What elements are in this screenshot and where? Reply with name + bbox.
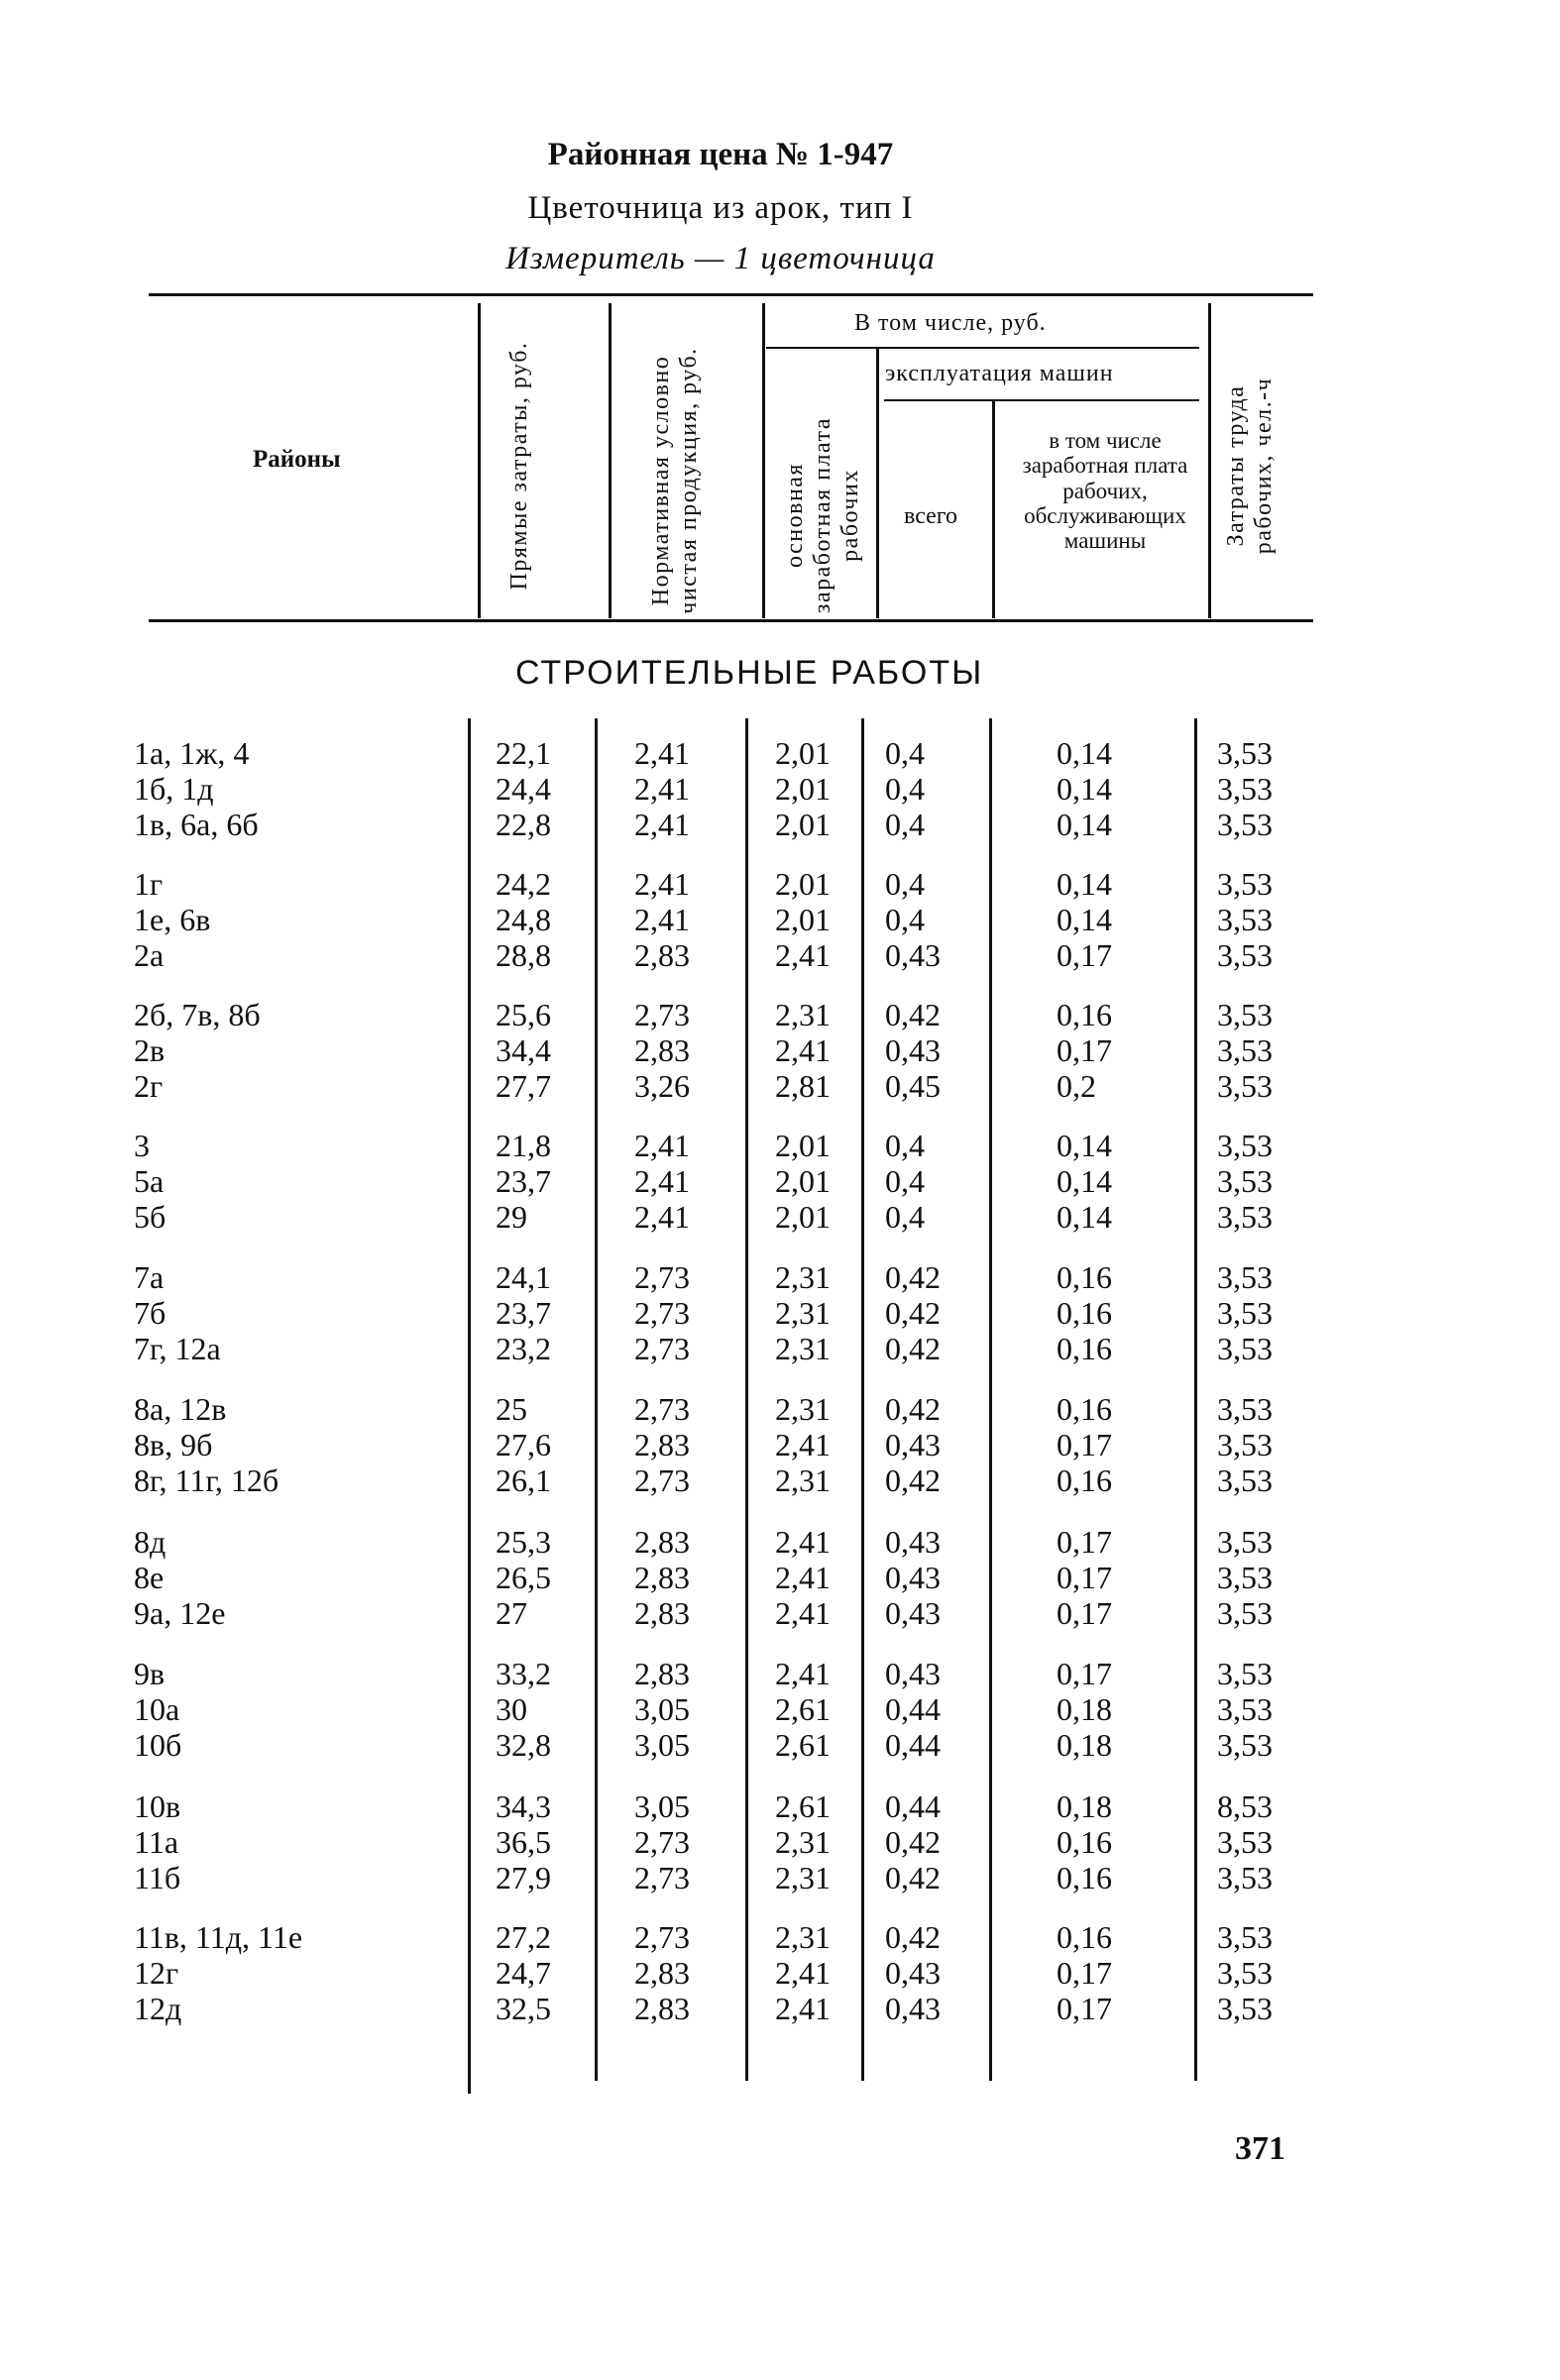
labor-cell: 3,53 xyxy=(1217,1656,1273,1691)
direct-costs-cell: 24,2 xyxy=(496,866,551,902)
page-title: Районная цена № 1-947 xyxy=(547,137,894,172)
machine-total-cell: 0,43 xyxy=(885,937,941,973)
header-machine-total: всего xyxy=(904,503,958,529)
machine-total-cell: 0,42 xyxy=(885,1860,941,1895)
header-incl-group: В том числе, руб. xyxy=(854,310,1047,336)
page-subtitle: Цветочница из арок, тип I xyxy=(527,190,914,226)
base-wage-cell: 2,31 xyxy=(775,1295,831,1331)
machine-wage-cell: 0,16 xyxy=(1057,1860,1112,1895)
normative-net-cell: 2,41 xyxy=(634,807,690,842)
machine-wage-cell: 0,16 xyxy=(1057,1391,1112,1427)
base-wage-cell: 2,31 xyxy=(775,1462,831,1498)
labor-cell: 3,53 xyxy=(1217,1991,1273,2026)
table-row xyxy=(0,807,1560,842)
direct-costs-cell: 30 xyxy=(496,1691,527,1727)
normative-net-cell: 3,26 xyxy=(634,1068,690,1104)
direct-costs-cell: 24,7 xyxy=(496,1955,551,1991)
machine-total-cell: 0,43 xyxy=(885,1955,941,1991)
district-cell: 1в, 6а, 6б xyxy=(134,807,259,842)
base-wage-cell: 2,01 xyxy=(775,807,831,842)
normative-net-cell: 2,41 xyxy=(634,1128,690,1163)
labor-cell: 3,53 xyxy=(1217,937,1273,973)
district-cell: 8е xyxy=(134,1560,165,1595)
machine-wage-cell: 0,16 xyxy=(1057,1919,1112,1955)
labor-cell: 3,53 xyxy=(1217,1391,1273,1427)
machine-total-cell: 0,4 xyxy=(885,1128,925,1163)
normative-net-cell: 2,83 xyxy=(634,1032,690,1068)
district-cell: 1б, 1д xyxy=(134,771,214,807)
table-row xyxy=(0,997,1560,1032)
labor-cell: 3,53 xyxy=(1217,1860,1273,1895)
labor-cell: 3,53 xyxy=(1217,1824,1273,1860)
header-normative-net: Нормативная условно чистая продукция, руб. xyxy=(648,347,702,614)
machine-total-cell: 0,43 xyxy=(885,1595,941,1631)
normative-net-cell: 2,41 xyxy=(634,902,690,937)
machine-total-cell: 0,42 xyxy=(885,1919,941,1955)
district-cell: 2в xyxy=(134,1032,166,1068)
machine-total-cell: 0,4 xyxy=(885,1163,925,1199)
table-row xyxy=(0,1032,1560,1068)
page-number: 371 xyxy=(1235,2130,1285,2167)
base-wage-cell: 2,61 xyxy=(775,1691,831,1727)
base-wage-cell: 2,31 xyxy=(775,1391,831,1427)
header-machine-group: эксплуатация машин xyxy=(885,361,1114,386)
incl-group-rule xyxy=(766,347,1199,349)
direct-costs-cell: 34,3 xyxy=(496,1788,551,1824)
header-col-divider xyxy=(762,303,765,618)
base-wage-cell: 2,31 xyxy=(775,1331,831,1366)
base-wage-cell: 2,41 xyxy=(775,1991,831,2026)
machine-wage-cell: 0,16 xyxy=(1057,1462,1112,1498)
section-title: СТРОИТЕЛЬНЫЕ РАБОТЫ xyxy=(515,654,984,692)
machine-wage-cell: 0,16 xyxy=(1057,1824,1112,1860)
machine-total-cell: 0,4 xyxy=(885,735,925,771)
table-row xyxy=(0,1991,1560,2026)
normative-net-cell: 2,73 xyxy=(634,1860,690,1895)
district-cell: 7б xyxy=(134,1295,167,1331)
district-cell: 7а xyxy=(134,1259,165,1295)
table-top-rule xyxy=(149,293,1313,296)
labor-cell: 3,53 xyxy=(1217,1199,1273,1235)
header-col-divider xyxy=(992,401,995,618)
table-row xyxy=(0,1462,1560,1498)
machine-wage-cell: 0,16 xyxy=(1057,1331,1112,1366)
district-cell: 8а, 12в xyxy=(134,1391,227,1427)
machine-wage-cell: 0,14 xyxy=(1057,1199,1112,1235)
direct-costs-cell: 32,5 xyxy=(496,1991,551,2026)
labor-cell: 3,53 xyxy=(1217,997,1273,1032)
labor-cell: 3,53 xyxy=(1217,1462,1273,1498)
labor-cell: 3,53 xyxy=(1217,1295,1273,1331)
labor-cell: 3,53 xyxy=(1217,1331,1273,1366)
direct-costs-cell: 24,8 xyxy=(496,902,551,937)
header-col-divider xyxy=(876,349,879,618)
labor-cell: 3,53 xyxy=(1217,807,1273,842)
table-row xyxy=(0,735,1560,771)
labor-cell: 3,53 xyxy=(1217,866,1273,902)
district-cell: 11в, 11д, 11е xyxy=(134,1919,303,1955)
machine-wage-cell: 0,14 xyxy=(1057,771,1112,807)
district-cell: 2б, 7в, 8б xyxy=(134,997,261,1032)
district-cell: 10а xyxy=(134,1691,180,1727)
base-wage-cell: 2,41 xyxy=(775,1032,831,1068)
district-cell: 8в, 9б xyxy=(134,1427,213,1462)
machine-total-cell: 0,43 xyxy=(885,1560,941,1595)
direct-costs-cell: 27,2 xyxy=(496,1919,551,1955)
district-cell: 5б xyxy=(134,1199,167,1235)
table-row xyxy=(0,1427,1560,1462)
normative-net-cell: 2,83 xyxy=(634,1991,690,2026)
district-cell: 5а xyxy=(134,1163,165,1199)
normative-net-cell: 3,05 xyxy=(634,1788,690,1824)
labor-cell: 8,53 xyxy=(1217,1788,1273,1824)
normative-net-cell: 2,83 xyxy=(634,937,690,973)
base-wage-cell: 2,41 xyxy=(775,1427,831,1462)
direct-costs-cell: 24,4 xyxy=(496,771,551,807)
base-wage-cell: 2,41 xyxy=(775,937,831,973)
normative-net-cell: 2,83 xyxy=(634,1560,690,1595)
row-group xyxy=(0,1259,1560,1366)
normative-net-cell: 2,73 xyxy=(634,1824,690,1860)
table-row xyxy=(0,1331,1560,1366)
table-row xyxy=(0,1199,1560,1235)
normative-net-cell: 2,73 xyxy=(634,1919,690,1955)
machine-total-cell: 0,4 xyxy=(885,1199,925,1235)
machine-total-cell: 0,4 xyxy=(885,771,925,807)
machine-wage-cell: 0,14 xyxy=(1057,902,1112,937)
row-group xyxy=(0,735,1560,842)
machine-wage-cell: 0,14 xyxy=(1057,1128,1112,1163)
machine-total-cell: 0,42 xyxy=(885,997,941,1032)
direct-costs-cell: 34,4 xyxy=(496,1032,551,1068)
normative-net-cell: 2,83 xyxy=(634,1955,690,1991)
table-row xyxy=(0,937,1560,973)
district-cell: 1а, 1ж, 4 xyxy=(134,735,250,771)
direct-costs-cell: 26,5 xyxy=(496,1560,551,1595)
machine-total-cell: 0,42 xyxy=(885,1462,941,1498)
labor-cell: 3,53 xyxy=(1217,1691,1273,1727)
normative-net-cell: 2,73 xyxy=(634,997,690,1032)
table-row xyxy=(0,1727,1560,1763)
normative-net-cell: 2,83 xyxy=(634,1595,690,1631)
machine-wage-cell: 0,17 xyxy=(1057,1560,1112,1595)
machine-wage-cell: 0,17 xyxy=(1057,1032,1112,1068)
base-wage-cell: 2,61 xyxy=(775,1788,831,1824)
district-cell: 8д xyxy=(134,1524,167,1560)
row-group xyxy=(0,866,1560,973)
direct-costs-cell: 27,9 xyxy=(496,1860,551,1895)
row-group xyxy=(0,1788,1560,1895)
header-col-divider xyxy=(609,303,612,618)
header-base-wage: основная заработная плата рабочих xyxy=(782,417,863,613)
table-row xyxy=(0,771,1560,807)
machine-total-cell: 0,43 xyxy=(885,1991,941,2026)
base-wage-cell: 2,01 xyxy=(775,866,831,902)
labor-cell: 3,53 xyxy=(1217,1727,1273,1763)
machine-wage-cell: 0,18 xyxy=(1057,1691,1112,1727)
header-districts: Районы xyxy=(253,446,341,473)
machine-group-rule xyxy=(884,399,1199,401)
direct-costs-cell: 29 xyxy=(496,1199,527,1235)
machine-wage-cell: 0,14 xyxy=(1057,807,1112,842)
machine-total-cell: 0,42 xyxy=(885,1295,941,1331)
machine-wage-cell: 0,16 xyxy=(1057,997,1112,1032)
row-group xyxy=(0,1919,1560,2026)
base-wage-cell: 2,01 xyxy=(775,735,831,771)
machine-wage-cell: 0,17 xyxy=(1057,1656,1112,1691)
labor-cell: 3,53 xyxy=(1217,735,1273,771)
table-row xyxy=(0,1295,1560,1331)
normative-net-cell: 2,73 xyxy=(634,1462,690,1498)
district-cell: 9в xyxy=(134,1656,166,1691)
district-cell: 8г, 11г, 12б xyxy=(134,1462,279,1498)
base-wage-cell: 2,31 xyxy=(775,997,831,1032)
base-wage-cell: 2,31 xyxy=(775,1860,831,1895)
table-row xyxy=(0,1595,1560,1631)
base-wage-cell: 2,41 xyxy=(775,1955,831,1991)
machine-total-cell: 0,42 xyxy=(885,1331,941,1366)
header-col-divider xyxy=(478,303,481,618)
machine-total-cell: 0,44 xyxy=(885,1727,941,1763)
machine-total-cell: 0,43 xyxy=(885,1427,941,1462)
table-row xyxy=(0,1656,1560,1691)
normative-net-cell: 2,73 xyxy=(634,1259,690,1295)
normative-net-cell: 2,41 xyxy=(634,735,690,771)
machine-total-cell: 0,4 xyxy=(885,902,925,937)
normative-net-cell: 2,41 xyxy=(634,1163,690,1199)
base-wage-cell: 2,31 xyxy=(775,1919,831,1955)
direct-costs-cell: 27 xyxy=(496,1595,527,1631)
labor-cell: 3,53 xyxy=(1217,1163,1273,1199)
district-cell: 12г xyxy=(134,1955,179,1991)
base-wage-cell: 2,41 xyxy=(775,1524,831,1560)
district-cell: 2а xyxy=(134,937,165,973)
district-cell: 10б xyxy=(134,1727,182,1763)
direct-costs-cell: 25,6 xyxy=(496,997,551,1032)
direct-costs-cell: 36,5 xyxy=(496,1824,551,1860)
base-wage-cell: 2,61 xyxy=(775,1727,831,1763)
base-wage-cell: 2,41 xyxy=(775,1560,831,1595)
direct-costs-cell: 25,3 xyxy=(496,1524,551,1560)
table-row xyxy=(0,1259,1560,1295)
table-row xyxy=(0,902,1560,937)
table-row xyxy=(0,1824,1560,1860)
machine-wage-cell: 0,17 xyxy=(1057,1595,1112,1631)
district-cell: 3 xyxy=(134,1128,150,1163)
normative-net-cell: 2,73 xyxy=(634,1391,690,1427)
row-group xyxy=(0,1656,1560,1763)
machine-wage-cell: 0,16 xyxy=(1057,1259,1112,1295)
normative-net-cell: 2,41 xyxy=(634,771,690,807)
machine-total-cell: 0,42 xyxy=(885,1259,941,1295)
row-group xyxy=(0,1524,1560,1631)
measure-unit: Измеритель — 1 цветочница xyxy=(505,241,936,276)
machine-wage-cell: 0,14 xyxy=(1057,735,1112,771)
machine-wage-cell: 0,18 xyxy=(1057,1788,1112,1824)
direct-costs-cell: 22,8 xyxy=(496,807,551,842)
direct-costs-cell: 25 xyxy=(496,1391,527,1427)
machine-wage-cell: 0,17 xyxy=(1057,1955,1112,1991)
machine-total-cell: 0,44 xyxy=(885,1788,941,1824)
base-wage-cell: 2,31 xyxy=(775,1259,831,1295)
direct-costs-cell: 21,8 xyxy=(496,1128,551,1163)
machine-total-cell: 0,43 xyxy=(885,1524,941,1560)
header-col-divider xyxy=(1208,303,1211,618)
normative-net-cell: 2,41 xyxy=(634,1199,690,1235)
normative-net-cell: 2,73 xyxy=(634,1295,690,1331)
labor-cell: 3,53 xyxy=(1217,1128,1273,1163)
district-cell: 11б xyxy=(134,1860,181,1895)
normative-net-cell: 2,83 xyxy=(634,1524,690,1560)
machine-wage-cell: 0,17 xyxy=(1057,1524,1112,1560)
table-row xyxy=(0,1860,1560,1895)
normative-net-cell: 2,73 xyxy=(634,1331,690,1366)
district-cell: 2г xyxy=(134,1068,164,1104)
direct-costs-cell: 32,8 xyxy=(496,1727,551,1763)
district-cell: 10в xyxy=(134,1788,181,1824)
direct-costs-cell: 27,7 xyxy=(496,1068,551,1104)
row-group xyxy=(0,997,1560,1104)
table-row xyxy=(0,1955,1560,1991)
labor-cell: 3,53 xyxy=(1217,1595,1273,1631)
district-cell: 7г, 12а xyxy=(134,1331,221,1366)
machine-wage-cell: 0,2 xyxy=(1057,1068,1096,1104)
direct-costs-cell: 33,2 xyxy=(496,1656,551,1691)
machine-total-cell: 0,42 xyxy=(885,1391,941,1427)
machine-wage-cell: 0,14 xyxy=(1057,866,1112,902)
base-wage-cell: 2,01 xyxy=(775,1128,831,1163)
header-machine-wage: в том числе заработная плата рабочих, обслуживающих машины xyxy=(1022,428,1188,554)
base-wage-cell: 2,01 xyxy=(775,1199,831,1235)
base-wage-cell: 2,01 xyxy=(775,771,831,807)
direct-costs-cell: 23,2 xyxy=(496,1331,551,1366)
labor-cell: 3,53 xyxy=(1217,1524,1273,1560)
machine-wage-cell: 0,16 xyxy=(1057,1295,1112,1331)
machine-wage-cell: 0,14 xyxy=(1057,1163,1112,1199)
district-cell: 1е, 6в xyxy=(134,902,211,937)
labor-cell: 3,53 xyxy=(1217,1259,1273,1295)
labor-cell: 3,53 xyxy=(1217,1955,1273,1991)
direct-costs-cell: 28,8 xyxy=(496,937,551,973)
district-cell: 1г xyxy=(134,866,164,902)
normative-net-cell: 2,83 xyxy=(634,1427,690,1462)
header-labor: Затраты труда рабочих, чел.-ч xyxy=(1223,377,1277,555)
machine-total-cell: 0,45 xyxy=(885,1068,941,1104)
machine-total-cell: 0,4 xyxy=(885,807,925,842)
table-row xyxy=(0,1524,1560,1560)
base-wage-cell: 2,81 xyxy=(775,1068,831,1104)
base-wage-cell: 2,01 xyxy=(775,1163,831,1199)
labor-cell: 3,53 xyxy=(1217,1068,1273,1104)
normative-net-cell: 2,41 xyxy=(634,866,690,902)
table-row xyxy=(0,1163,1560,1199)
base-wage-cell: 2,01 xyxy=(775,902,831,937)
table-row xyxy=(0,866,1560,902)
base-wage-cell: 2,31 xyxy=(775,1824,831,1860)
labor-cell: 3,53 xyxy=(1217,771,1273,807)
row-group xyxy=(0,1391,1560,1498)
district-cell: 11а xyxy=(134,1824,179,1860)
table-row xyxy=(0,1560,1560,1595)
table-row xyxy=(0,1128,1560,1163)
machine-wage-cell: 0,17 xyxy=(1057,1991,1112,2026)
direct-costs-cell: 23,7 xyxy=(496,1295,551,1331)
normative-net-cell: 3,05 xyxy=(634,1727,690,1763)
direct-costs-cell: 27,6 xyxy=(496,1427,551,1462)
machine-wage-cell: 0,17 xyxy=(1057,937,1112,973)
table-row xyxy=(0,1788,1560,1824)
normative-net-cell: 3,05 xyxy=(634,1691,690,1727)
labor-cell: 3,53 xyxy=(1217,902,1273,937)
row-group xyxy=(0,1128,1560,1235)
direct-costs-cell: 24,1 xyxy=(496,1259,551,1295)
table-row xyxy=(0,1391,1560,1427)
machine-total-cell: 0,4 xyxy=(885,866,925,902)
direct-costs-cell: 22,1 xyxy=(496,735,551,771)
labor-cell: 3,53 xyxy=(1217,1427,1273,1462)
header-direct-costs: Прямые затраты, руб. xyxy=(506,341,532,591)
base-wage-cell: 2,41 xyxy=(775,1595,831,1631)
labor-cell: 3,53 xyxy=(1217,1032,1273,1068)
machine-wage-cell: 0,18 xyxy=(1057,1727,1112,1763)
district-cell: 9а, 12е xyxy=(134,1595,226,1631)
district-cell: 12д xyxy=(134,1991,182,2026)
machine-total-cell: 0,42 xyxy=(885,1824,941,1860)
direct-costs-cell: 26,1 xyxy=(496,1462,551,1498)
table-row xyxy=(0,1919,1560,1955)
machine-total-cell: 0,43 xyxy=(885,1032,941,1068)
base-wage-cell: 2,41 xyxy=(775,1656,831,1691)
direct-costs-cell: 23,7 xyxy=(496,1163,551,1199)
labor-cell: 3,53 xyxy=(1217,1560,1273,1595)
table-row xyxy=(0,1068,1560,1104)
machine-total-cell: 0,43 xyxy=(885,1656,941,1691)
labor-cell: 3,53 xyxy=(1217,1919,1273,1955)
normative-net-cell: 2,83 xyxy=(634,1656,690,1691)
machine-total-cell: 0,44 xyxy=(885,1691,941,1727)
machine-wage-cell: 0,17 xyxy=(1057,1427,1112,1462)
table-row xyxy=(0,1691,1560,1727)
